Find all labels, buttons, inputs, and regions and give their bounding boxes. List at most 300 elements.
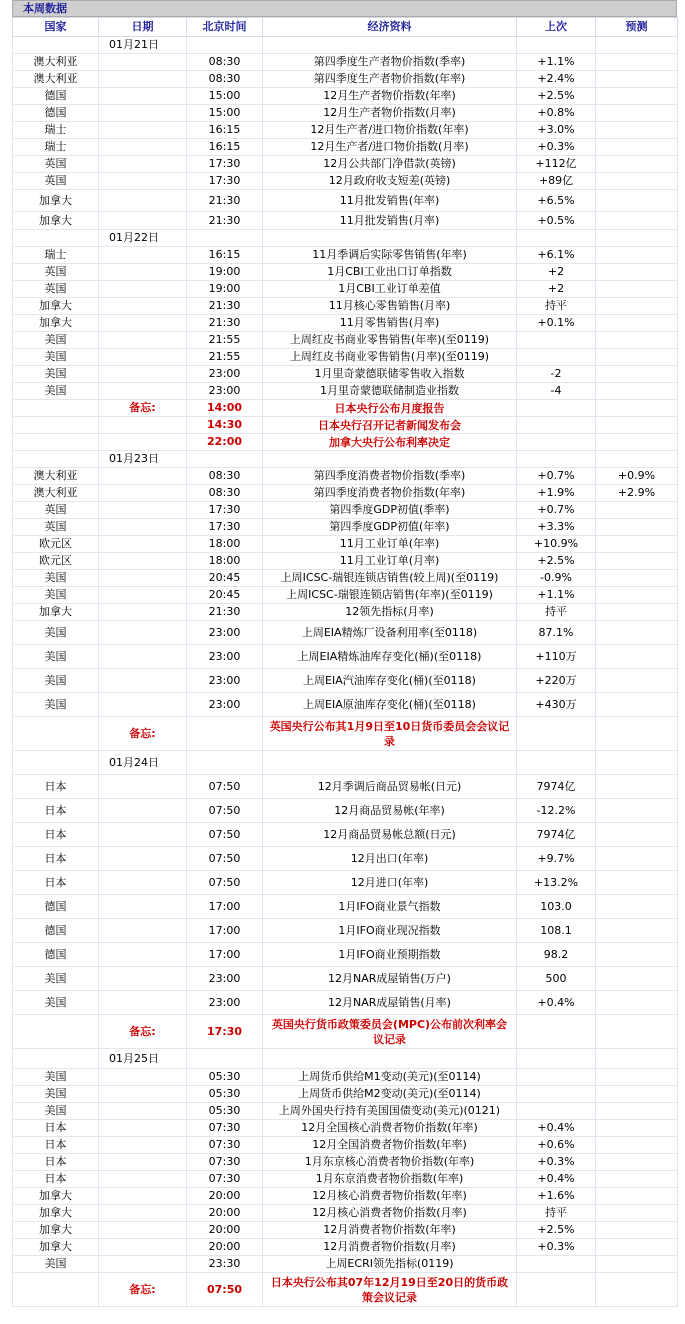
table-row — [13, 190, 678, 212]
table-row — [13, 991, 678, 1015]
table-row — [13, 1120, 678, 1137]
previous-cell: 103.0 — [517, 895, 596, 919]
forecast-cell — [596, 1069, 678, 1086]
memo-blank-cell — [596, 417, 678, 434]
time-cell: 23:00 — [187, 693, 263, 717]
date-blank-cell — [99, 967, 187, 991]
indicator-cell: 11月批发销售(年率) — [263, 190, 517, 212]
country-cell: 欧元区 — [13, 553, 99, 570]
table-row — [13, 156, 678, 173]
date-cell: 01月22日 — [99, 230, 187, 247]
table-row — [13, 281, 678, 298]
date-blank-cell — [99, 122, 187, 139]
memo-blank-cell — [517, 1273, 596, 1307]
table-row — [13, 847, 678, 871]
date-blank-cell — [99, 71, 187, 88]
memo-blank-cell — [13, 1015, 99, 1049]
time-cell: 21:30 — [187, 604, 263, 621]
previous-cell: +0.7% — [517, 468, 596, 485]
time-cell: 08:30 — [187, 468, 263, 485]
date-blank-cell — [99, 847, 187, 871]
country-cell: 美国 — [13, 693, 99, 717]
forecast-cell — [596, 553, 678, 570]
date-blank-cell — [99, 1171, 187, 1188]
memo-label: 备忘: — [99, 1273, 187, 1307]
forecast-cell — [596, 991, 678, 1015]
indicator-cell: 上周货币供给M1变动(美元)(至0114) — [263, 1069, 517, 1086]
forecast-cell — [596, 264, 678, 281]
date-blank-cell — [99, 1086, 187, 1103]
date-row-blank — [517, 230, 596, 247]
forecast-cell — [596, 247, 678, 264]
country-cell: 德国 — [13, 895, 99, 919]
forecast-cell — [596, 139, 678, 156]
table-row — [13, 1069, 678, 1086]
country-cell: 澳大利亚 — [13, 71, 99, 88]
forecast-cell — [596, 54, 678, 71]
date-blank-cell — [99, 1222, 187, 1239]
indicator-cell: 上周EIA精炼油库存变化(桶)(至0118) — [263, 645, 517, 669]
memo-time-cell: 14:30 — [187, 417, 263, 434]
country-cell: 瑞士 — [13, 139, 99, 156]
time-cell: 20:45 — [187, 587, 263, 604]
country-cell: 加拿大 — [13, 298, 99, 315]
memo-text-cell: 加拿大央行公布利率决定 — [263, 434, 517, 451]
previous-cell — [517, 1103, 596, 1120]
indicator-cell: 12月核心消费者物价指数(月率) — [263, 1205, 517, 1222]
date-row — [13, 751, 678, 775]
time-cell: 16:15 — [187, 139, 263, 156]
forecast-cell — [596, 847, 678, 871]
time-cell: 23:00 — [187, 645, 263, 669]
forecast-cell — [596, 1154, 678, 1171]
country-cell: 美国 — [13, 645, 99, 669]
indicator-cell: 第四季度GDP初值(季率) — [263, 502, 517, 519]
date-blank-cell — [99, 604, 187, 621]
time-cell: 19:00 — [187, 281, 263, 298]
country-cell: 美国 — [13, 366, 99, 383]
country-cell: 英国 — [13, 502, 99, 519]
memo-blank-cell — [99, 434, 187, 451]
indicator-cell: 1月东京消费者物价指数(年率) — [263, 1171, 517, 1188]
time-cell: 20:00 — [187, 1205, 263, 1222]
calendar-body — [13, 37, 678, 1307]
table-row — [13, 1086, 678, 1103]
forecast-cell — [596, 645, 678, 669]
country-cell: 美国 — [13, 570, 99, 587]
date-blank-cell — [99, 264, 187, 281]
previous-cell: +13.2% — [517, 871, 596, 895]
time-cell: 17:30 — [187, 502, 263, 519]
header-country: 国家 — [13, 18, 99, 37]
memo-time-cell — [187, 717, 263, 751]
header-date: 日期 — [99, 18, 187, 37]
indicator-cell: 第四季度消费者物价指数(季率) — [263, 468, 517, 485]
memo-text-cell: 日本央行公布其07年12月19日至20日的货币政策会议记录 — [263, 1273, 517, 1307]
indicator-cell: 1月CBI工业订单差值 — [263, 281, 517, 298]
forecast-cell: +0.9% — [596, 468, 678, 485]
country-cell: 德国 — [13, 88, 99, 105]
country-cell: 英国 — [13, 156, 99, 173]
forecast-cell — [596, 895, 678, 919]
previous-cell: 108.1 — [517, 919, 596, 943]
time-cell: 18:00 — [187, 536, 263, 553]
country-cell: 日本 — [13, 1120, 99, 1137]
time-cell: 05:30 — [187, 1103, 263, 1120]
country-cell: 加拿大 — [13, 212, 99, 230]
indicator-cell: 1月CBI工业出口订单指数 — [263, 264, 517, 281]
table-row — [13, 247, 678, 264]
forecast-cell — [596, 823, 678, 847]
forecast-cell — [596, 105, 678, 122]
table-row — [13, 1188, 678, 1205]
date-row-blank — [263, 1049, 517, 1069]
forecast-cell — [596, 570, 678, 587]
time-cell: 19:00 — [187, 264, 263, 281]
forecast-cell — [596, 349, 678, 366]
table-row — [13, 604, 678, 621]
indicator-cell: 12领先指标(月率) — [263, 604, 517, 621]
previous-cell: +1.1% — [517, 54, 596, 71]
date-row — [13, 1049, 678, 1069]
indicator-cell: 第四季度消费者物价指数(年率) — [263, 485, 517, 502]
economic-calendar-table — [12, 17, 678, 1307]
indicator-cell: 上周EIA精炼厂设备利用率(至0118) — [263, 621, 517, 645]
date-blank-cell — [99, 943, 187, 967]
table-row — [13, 1154, 678, 1171]
previous-cell: +2.4% — [517, 71, 596, 88]
previous-cell: 7974亿 — [517, 823, 596, 847]
country-cell: 美国 — [13, 991, 99, 1015]
country-cell: 日本 — [13, 799, 99, 823]
table-row — [13, 54, 678, 71]
previous-cell: -2 — [517, 366, 596, 383]
previous-cell: 7974亿 — [517, 775, 596, 799]
forecast-cell — [596, 669, 678, 693]
time-cell: 16:15 — [187, 247, 263, 264]
date-blank-cell — [99, 919, 187, 943]
country-cell: 美国 — [13, 1069, 99, 1086]
time-cell: 20:45 — [187, 570, 263, 587]
time-cell: 23:00 — [187, 991, 263, 1015]
date-blank-cell — [99, 190, 187, 212]
indicator-cell: 上周外国央行持有美国国债变动(美元)(0121) — [263, 1103, 517, 1120]
previous-cell: +0.7% — [517, 502, 596, 519]
previous-cell: +430万 — [517, 693, 596, 717]
forecast-cell — [596, 943, 678, 967]
previous-cell: 98.2 — [517, 943, 596, 967]
memo-row — [13, 400, 678, 417]
date-row-blank — [13, 1049, 99, 1069]
country-cell: 澳大利亚 — [13, 54, 99, 71]
memo-text-cell: 英国央行公布其1月9日至10日货币委员会会议记录 — [263, 717, 517, 751]
forecast-cell — [596, 122, 678, 139]
time-cell: 07:30 — [187, 1137, 263, 1154]
previous-cell: +3.0% — [517, 122, 596, 139]
country-cell: 日本 — [13, 775, 99, 799]
table-row — [13, 212, 678, 230]
forecast-cell — [596, 173, 678, 190]
date-blank-cell — [99, 468, 187, 485]
previous-cell: -0.9% — [517, 570, 596, 587]
indicator-cell: 12月消费者物价指数(年率) — [263, 1222, 517, 1239]
previous-cell: +2.5% — [517, 88, 596, 105]
previous-cell: +220万 — [517, 669, 596, 693]
previous-cell: +1.6% — [517, 1188, 596, 1205]
previous-cell: +6.1% — [517, 247, 596, 264]
previous-cell: +0.4% — [517, 1171, 596, 1188]
date-row-blank — [13, 230, 99, 247]
indicator-cell: 11月工业订单(月率) — [263, 553, 517, 570]
time-cell: 21:55 — [187, 332, 263, 349]
date-row-blank — [263, 451, 517, 468]
date-row-blank — [517, 451, 596, 468]
date-blank-cell — [99, 1103, 187, 1120]
date-row-blank — [187, 1049, 263, 1069]
forecast-cell — [596, 383, 678, 400]
memo-label: 备忘: — [99, 1015, 187, 1049]
previous-cell: -4 — [517, 383, 596, 400]
country-cell: 加拿大 — [13, 1188, 99, 1205]
memo-blank-cell — [596, 717, 678, 751]
indicator-cell: 12月出口(年率) — [263, 847, 517, 871]
time-cell: 05:30 — [187, 1069, 263, 1086]
memo-time-cell: 22:00 — [187, 434, 263, 451]
date-row — [13, 37, 678, 54]
previous-cell: +0.8% — [517, 105, 596, 122]
memo-blank-cell — [596, 1273, 678, 1307]
memo-blank-cell — [13, 434, 99, 451]
indicator-cell: 11月季调后实际零售销售(年率) — [263, 247, 517, 264]
previous-cell: +0.4% — [517, 1120, 596, 1137]
forecast-cell: +2.9% — [596, 485, 678, 502]
date-row-blank — [263, 230, 517, 247]
table-row — [13, 519, 678, 536]
table-row — [13, 1205, 678, 1222]
table-row — [13, 332, 678, 349]
forecast-cell — [596, 298, 678, 315]
previous-cell: +9.7% — [517, 847, 596, 871]
table-row — [13, 669, 678, 693]
forecast-cell — [596, 967, 678, 991]
indicator-cell: 1月IFO商业景气指数 — [263, 895, 517, 919]
country-cell: 瑞士 — [13, 247, 99, 264]
forecast-cell — [596, 775, 678, 799]
previous-cell: -12.2% — [517, 799, 596, 823]
forecast-cell — [596, 1188, 678, 1205]
previous-cell — [517, 349, 596, 366]
time-cell: 17:30 — [187, 173, 263, 190]
indicator-cell: 上周ICSC-瑞银连锁店销售(年率)(至0119) — [263, 587, 517, 604]
date-blank-cell — [99, 895, 187, 919]
forecast-cell — [596, 1086, 678, 1103]
time-cell: 23:00 — [187, 383, 263, 400]
country-cell: 日本 — [13, 823, 99, 847]
forecast-cell — [596, 1222, 678, 1239]
forecast-cell — [596, 315, 678, 332]
memo-blank-cell — [596, 400, 678, 417]
forecast-cell — [596, 1103, 678, 1120]
time-cell: 23:00 — [187, 366, 263, 383]
indicator-cell: 12月季调后商品贸易帐(日元) — [263, 775, 517, 799]
time-cell: 05:30 — [187, 1086, 263, 1103]
indicator-cell: 上周ICSC-瑞银连锁店销售(较上周)(至0119) — [263, 570, 517, 587]
previous-cell: +1.1% — [517, 587, 596, 604]
forecast-cell — [596, 519, 678, 536]
date-blank-cell — [99, 570, 187, 587]
time-cell: 21:30 — [187, 190, 263, 212]
indicator-cell: 12月NAR成屋销售(万户) — [263, 967, 517, 991]
memo-blank-cell — [517, 417, 596, 434]
memo-text-cell: 日本央行公布月度报告 — [263, 400, 517, 417]
time-cell: 08:30 — [187, 71, 263, 88]
time-cell: 20:00 — [187, 1239, 263, 1256]
table-row — [13, 122, 678, 139]
time-cell: 17:30 — [187, 519, 263, 536]
time-cell: 07:50 — [187, 775, 263, 799]
date-blank-cell — [99, 669, 187, 693]
date-cell: 01月21日 — [99, 37, 187, 54]
forecast-cell — [596, 190, 678, 212]
indicator-cell: 上周货币供给M2变动(美元)(至0114) — [263, 1086, 517, 1103]
date-cell: 01月25日 — [99, 1049, 187, 1069]
forecast-cell — [596, 1137, 678, 1154]
date-blank-cell — [99, 332, 187, 349]
previous-cell: 持平 — [517, 1205, 596, 1222]
previous-cell — [517, 1256, 596, 1273]
indicator-cell: 12月全国消费者物价指数(年率) — [263, 1137, 517, 1154]
country-cell: 欧元区 — [13, 536, 99, 553]
calendar-panel — [12, 0, 677, 1307]
forecast-cell — [596, 621, 678, 645]
table-row — [13, 895, 678, 919]
indicator-cell: 11月零售销售(月率) — [263, 315, 517, 332]
forecast-cell — [596, 156, 678, 173]
time-cell: 07:50 — [187, 871, 263, 895]
date-blank-cell — [99, 315, 187, 332]
date-row-blank — [517, 37, 596, 54]
country-cell: 美国 — [13, 1103, 99, 1120]
table-row — [13, 621, 678, 645]
memo-blank-cell — [517, 434, 596, 451]
time-cell: 21:55 — [187, 349, 263, 366]
date-blank-cell — [99, 349, 187, 366]
previous-cell: +110万 — [517, 645, 596, 669]
date-blank-cell — [99, 1188, 187, 1205]
time-cell: 17:00 — [187, 919, 263, 943]
time-cell: 07:30 — [187, 1154, 263, 1171]
country-cell: 美国 — [13, 967, 99, 991]
panel-title: 本周数据 — [12, 0, 677, 17]
date-blank-cell — [99, 247, 187, 264]
memo-blank-cell — [99, 417, 187, 434]
country-cell: 日本 — [13, 847, 99, 871]
country-cell: 英国 — [13, 264, 99, 281]
table-row — [13, 105, 678, 122]
date-row-blank — [596, 451, 678, 468]
country-cell: 美国 — [13, 1086, 99, 1103]
date-blank-cell — [99, 645, 187, 669]
previous-cell — [517, 1069, 596, 1086]
indicator-cell: 1月IFO商业现况指数 — [263, 919, 517, 943]
country-cell: 加拿大 — [13, 1222, 99, 1239]
country-cell: 加拿大 — [13, 604, 99, 621]
time-cell: 23:00 — [187, 621, 263, 645]
table-row — [13, 587, 678, 604]
table-row — [13, 264, 678, 281]
previous-cell: +2 — [517, 264, 596, 281]
table-row — [13, 366, 678, 383]
previous-cell: 持平 — [517, 604, 596, 621]
date-blank-cell — [99, 553, 187, 570]
table-row — [13, 943, 678, 967]
memo-time-cell: 07:50 — [187, 1273, 263, 1307]
memo-row — [13, 1273, 678, 1307]
indicator-cell: 12月商品贸易帐总额(日元) — [263, 823, 517, 847]
table-row — [13, 139, 678, 156]
memo-row — [13, 417, 678, 434]
country-cell: 英国 — [13, 519, 99, 536]
table-row — [13, 570, 678, 587]
previous-cell: +89亿 — [517, 173, 596, 190]
date-row-blank — [596, 37, 678, 54]
previous-cell: +2.5% — [517, 553, 596, 570]
table-row — [13, 468, 678, 485]
table-row — [13, 1222, 678, 1239]
indicator-cell: 1月IFO商业预期指数 — [263, 943, 517, 967]
country-cell: 英国 — [13, 173, 99, 190]
previous-cell: +1.9% — [517, 485, 596, 502]
forecast-cell — [596, 212, 678, 230]
date-blank-cell — [99, 1205, 187, 1222]
header-data: 经济资料 — [263, 18, 517, 37]
table-row — [13, 502, 678, 519]
previous-cell: +0.3% — [517, 1239, 596, 1256]
country-cell: 澳大利亚 — [13, 468, 99, 485]
country-cell: 美国 — [13, 587, 99, 604]
time-cell: 20:00 — [187, 1188, 263, 1205]
memo-blank-cell — [517, 400, 596, 417]
indicator-cell: 上周EIA原油库存变化(桶)(至0118) — [263, 693, 517, 717]
date-blank-cell — [99, 991, 187, 1015]
previous-cell: +10.9% — [517, 536, 596, 553]
forecast-cell — [596, 1205, 678, 1222]
memo-row — [13, 1015, 678, 1049]
memo-blank-cell — [13, 417, 99, 434]
indicator-cell: 12月公共部门净借款(英镑) — [263, 156, 517, 173]
date-blank-cell — [99, 871, 187, 895]
memo-time-cell: 14:00 — [187, 400, 263, 417]
memo-row — [13, 434, 678, 451]
country-cell: 美国 — [13, 621, 99, 645]
date-blank-cell — [99, 54, 187, 71]
date-blank-cell — [99, 366, 187, 383]
previous-cell — [517, 1086, 596, 1103]
country-cell: 日本 — [13, 1154, 99, 1171]
forecast-cell — [596, 1120, 678, 1137]
previous-cell: +0.5% — [517, 212, 596, 230]
table-row — [13, 1171, 678, 1188]
memo-blank-cell — [517, 1015, 596, 1049]
forecast-cell — [596, 1171, 678, 1188]
indicator-cell: 1月里奇蒙德联储制造业指数 — [263, 383, 517, 400]
memo-blank-cell — [13, 400, 99, 417]
time-cell: 23:00 — [187, 669, 263, 693]
table-row — [13, 536, 678, 553]
date-blank-cell — [99, 281, 187, 298]
table-row — [13, 485, 678, 502]
table-row — [13, 553, 678, 570]
